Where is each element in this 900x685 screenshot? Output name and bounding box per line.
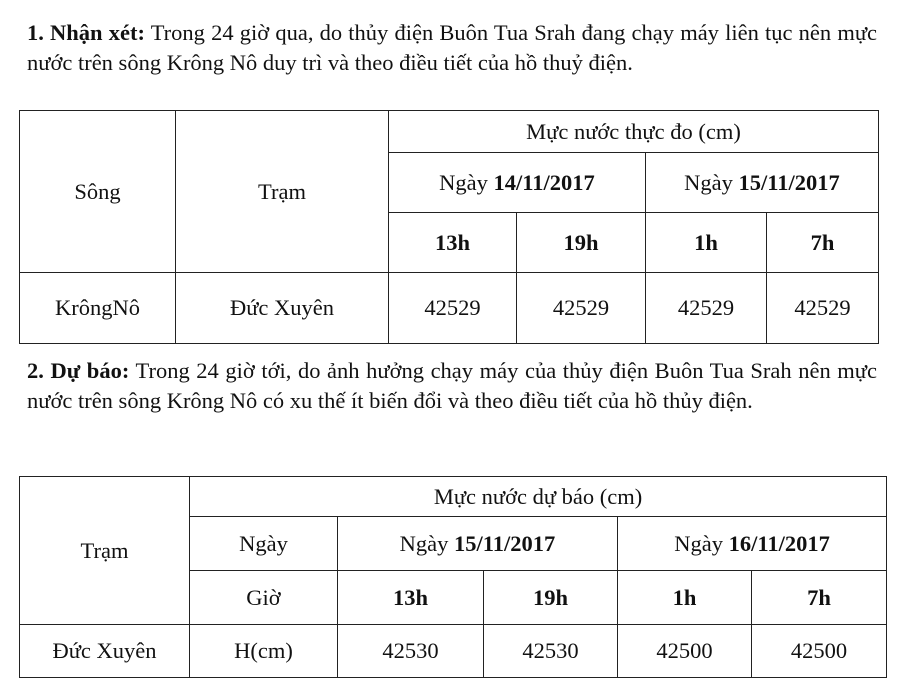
forecast-text: Trong 24 giờ tới, do ảnh hưởng chạy máy của thủy điện Buôn Tua Srah nên mực nước trên sông Krông Nô có xu thế ít biến đổi và theo điều tiết của hồ thủy điện. xyxy=(27,358,877,413)
day-1-prefix: Ngày xyxy=(399,530,455,556)
header-day-1 xyxy=(389,153,646,213)
cell-tram: Đức Xuyên xyxy=(176,273,389,344)
header-tram: Trạm xyxy=(176,111,389,273)
forecast-heading: 2. Dự báo: xyxy=(27,358,130,383)
hour-header: 1h xyxy=(646,213,767,273)
observation-heading: 1. Nhận xét: xyxy=(27,20,145,45)
day-2-date: 15/11/2017 xyxy=(738,169,840,195)
header-tram: Trạm xyxy=(20,477,190,625)
forecast-water-level-table xyxy=(19,476,887,678)
observation-paragraph xyxy=(27,18,877,78)
header-day-2 xyxy=(618,517,887,571)
hour-header: 13h xyxy=(389,213,517,273)
day-1-date: 14/11/2017 xyxy=(493,169,595,195)
table-row xyxy=(20,273,879,344)
cell-value: 42529 xyxy=(517,273,646,344)
label-ngay: Ngày xyxy=(190,517,338,571)
hour-header: 1h xyxy=(618,571,752,625)
observed-water-level-table xyxy=(19,110,879,344)
cell-value: 42529 xyxy=(767,273,879,344)
cell-tram: Đức Xuyên xyxy=(20,625,190,678)
cell-value: 42530 xyxy=(484,625,618,678)
day-2-date: 16/11/2017 xyxy=(728,530,830,556)
header-song: Sông xyxy=(20,111,176,273)
hour-header: 19h xyxy=(517,213,646,273)
cell-song: KrôngNô xyxy=(20,273,176,344)
cell-value: 42529 xyxy=(646,273,767,344)
day-1-prefix: Ngày xyxy=(439,169,494,195)
hour-header: 7h xyxy=(767,213,879,273)
cell-value: 42500 xyxy=(752,625,887,678)
day-1-date: 15/11/2017 xyxy=(454,530,556,556)
cell-unit: H(cm) xyxy=(190,625,338,678)
cell-value: 42530 xyxy=(338,625,484,678)
table-row xyxy=(20,625,887,678)
day-2-prefix: Ngày xyxy=(674,530,729,556)
header-day-1 xyxy=(338,517,618,571)
cell-value: 42500 xyxy=(618,625,752,678)
hour-header: 19h xyxy=(484,571,618,625)
label-gio: Giờ xyxy=(190,571,338,625)
forecast-paragraph xyxy=(27,356,877,416)
header-forecast-level: Mực nước dự báo (cm) xyxy=(190,477,887,517)
cell-value: 42529 xyxy=(389,273,517,344)
hour-header: 7h xyxy=(752,571,887,625)
header-day-2 xyxy=(646,153,879,213)
hour-header: 13h xyxy=(338,571,484,625)
day-2-prefix: Ngày xyxy=(684,169,739,195)
observation-text: Trong 24 giờ qua, do thủy điện Buôn Tua Srah đang chạy máy liên tục nên mực nước trên sông Krông Nô duy trì và theo điều tiết của hồ thuỷ điện. xyxy=(27,20,878,75)
header-observed-level: Mực nước thực đo (cm) xyxy=(389,111,879,153)
